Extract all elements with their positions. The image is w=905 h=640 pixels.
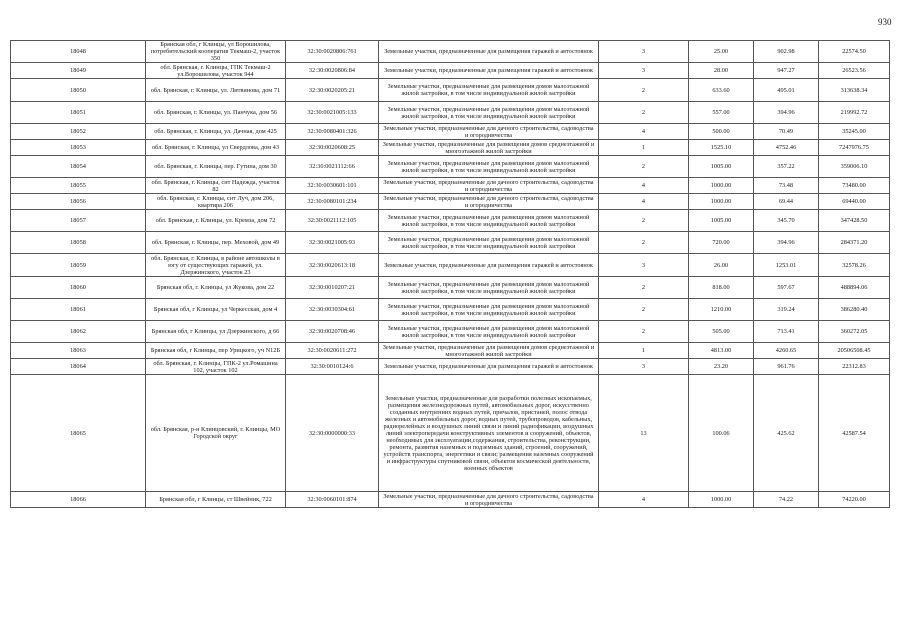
table-row bbox=[11, 140, 890, 156]
row-cadastral-number: 32:30:0020613:18 bbox=[286, 254, 379, 277]
row-specific-value: 73.48 bbox=[754, 178, 819, 194]
row-land-purpose: Земельные участки, предназначенные для размещения домов малоэтажной жилой застройки, в том числе индивидуальной жилой застройки bbox=[379, 79, 599, 102]
row-area: 1000.00 bbox=[689, 492, 754, 508]
row-group-code: 3 bbox=[599, 359, 689, 375]
table-row bbox=[11, 41, 890, 63]
row-area: 720.00 bbox=[689, 232, 754, 254]
row-group-code: 2 bbox=[599, 232, 689, 254]
row-address: обл. Брянская, г. Клинцы, пер. Гутина, дом 30 bbox=[146, 156, 286, 178]
row-group-code: 3 bbox=[599, 254, 689, 277]
row-area: 1210.00 bbox=[689, 299, 754, 321]
table-row bbox=[11, 321, 890, 343]
row-address: Брянская обл, г Клинцы, пер Урицкого, уч N12Б bbox=[146, 343, 286, 359]
row-cadastral-value: 20506508.45 bbox=[819, 343, 890, 359]
row-cadastral-number: 32:30:0020708:46 bbox=[286, 321, 379, 343]
row-cadastral-number: 32:30:0020611:272 bbox=[286, 343, 379, 359]
row-cadastral-number: 32:30:0021112:66 bbox=[286, 156, 379, 178]
row-land-purpose: Земельные участки, предназначенные для размещения гаражей и автостоянок bbox=[379, 63, 599, 79]
row-address: обл. Брянская, г. Клинцы, снт Надежда, участок 82 bbox=[146, 178, 286, 194]
row-group-code: 2 bbox=[599, 79, 689, 102]
row-land-purpose: Земельные участки, предназначенные для дачного строительства, садоводства и огородничества bbox=[379, 178, 599, 194]
row-land-purpose: Земельные участки, предназначенные для дачного строительства, садоводства и огородничества bbox=[379, 124, 599, 140]
row-cadastral-value: 347428.50 bbox=[819, 210, 890, 232]
row-area: 25.00 bbox=[689, 41, 754, 63]
table-row bbox=[11, 178, 890, 194]
row-land-purpose: Земельные участки, предназначенные для дачного строительства, садоводства и огородничества bbox=[379, 194, 599, 210]
row-specific-value: 357.22 bbox=[754, 156, 819, 178]
row-cadastral-value: 313638.34 bbox=[819, 79, 890, 102]
row-id: 18054 bbox=[11, 156, 146, 178]
row-cadastral-value: 73480.00 bbox=[819, 178, 890, 194]
row-address: обл. Брянская, г. Клинцы, ГПК Текмаш-2 ул.Ворошилова, участок 944 bbox=[146, 63, 286, 79]
row-specific-value: 597.67 bbox=[754, 277, 819, 299]
row-id: 18066 bbox=[11, 492, 146, 508]
row-id: 18057 bbox=[11, 210, 146, 232]
row-area: 500.00 bbox=[689, 124, 754, 140]
row-cadastral-number: 32:30:0020806:761 bbox=[286, 41, 379, 63]
row-specific-value: 4752.46 bbox=[754, 140, 819, 156]
row-land-purpose: Земельные участки, предназначенные для размещения домов среднеэтажной и многоэтажной жилой застройки bbox=[379, 343, 599, 359]
row-specific-value: 1253.01 bbox=[754, 254, 819, 277]
row-id: 18064 bbox=[11, 359, 146, 375]
row-cadastral-value: 360272.05 bbox=[819, 321, 890, 343]
row-id: 18049 bbox=[11, 63, 146, 79]
row-group-code: 1 bbox=[599, 343, 689, 359]
row-area: 1000.00 bbox=[689, 178, 754, 194]
row-id: 18051 bbox=[11, 102, 146, 124]
row-area: 28.00 bbox=[689, 63, 754, 79]
row-group-code: 2 bbox=[599, 277, 689, 299]
row-cadastral-value: 74220.00 bbox=[819, 492, 890, 508]
row-cadastral-value: 7247976.75 bbox=[819, 140, 890, 156]
row-group-code: 4 bbox=[599, 124, 689, 140]
table-row bbox=[11, 156, 890, 178]
row-group-code: 3 bbox=[599, 41, 689, 63]
row-cadastral-number: 32:30:0080401:326 bbox=[286, 124, 379, 140]
row-specific-value: 319.24 bbox=[754, 299, 819, 321]
row-address: Брянская обл, г Клинцы, ст Швейник, 722 bbox=[146, 492, 286, 508]
row-address: обл. Брянская, р-н Клинцовский, г. Клинцы, МО Городской округ bbox=[146, 375, 286, 492]
row-cadastral-value: 35245.00 bbox=[819, 124, 890, 140]
row-cadastral-number: 32:30:0030304:61 bbox=[286, 299, 379, 321]
table-row bbox=[11, 194, 890, 210]
row-address: Брянская обл, г Клинцы, ул Дзержинского, д 66 bbox=[146, 321, 286, 343]
row-group-code: 2 bbox=[599, 156, 689, 178]
row-area: 557.00 bbox=[689, 102, 754, 124]
row-group-code: 13 bbox=[599, 375, 689, 492]
row-specific-value: 74.22 bbox=[754, 492, 819, 508]
row-land-purpose: Земельные участки, предназначенные для размещения домов малоэтажной жилой застройки, в том числе индивидуальной жилой застройки bbox=[379, 321, 599, 343]
row-cadastral-value: 284371.20 bbox=[819, 232, 890, 254]
row-cadastral-value: 42587.54 bbox=[819, 375, 890, 492]
row-cadastral-number: 32:30:0010207:21 bbox=[286, 277, 379, 299]
row-address: обл. Брянская, г. Клинцы, ул. Дачная, дом 425 bbox=[146, 124, 286, 140]
row-cadastral-number: 32:30:0000000:33 bbox=[286, 375, 379, 492]
row-address: обл. Брянская, г. Клинцы, пер. Меховой, дом 49 bbox=[146, 232, 286, 254]
row-address: обл. Брянская, г. Клинцы, ул. Литвинова, дом 71 bbox=[146, 79, 286, 102]
row-cadastral-value: 488894.06 bbox=[819, 277, 890, 299]
row-land-purpose: Земельные участки, предназначенные для размещения домов малоэтажной жилой застройки, в том числе индивидуальной жилой застройки bbox=[379, 277, 599, 299]
land-registry-table bbox=[10, 40, 890, 508]
row-land-purpose: Земельные участки, предназначенные для размещения гаражей и автостоянок bbox=[379, 41, 599, 63]
row-area: 1005.00 bbox=[689, 210, 754, 232]
row-cadastral-number: 32:30:0010124:6 bbox=[286, 359, 379, 375]
row-cadastral-value: 386280.40 bbox=[819, 299, 890, 321]
row-cadastral-value: 22574.50 bbox=[819, 41, 890, 63]
row-area: 633.60 bbox=[689, 79, 754, 102]
table-row bbox=[11, 124, 890, 140]
table-row bbox=[11, 277, 890, 299]
row-id: 18055 bbox=[11, 178, 146, 194]
row-cadastral-value: 359006.10 bbox=[819, 156, 890, 178]
row-land-purpose: Земельные участки, предназначенные для размещения домов малоэтажной жилой застройки, в том числе индивидуальной жилой застройки bbox=[379, 210, 599, 232]
row-land-purpose: Земельные участки, предназначенные для размещения гаражей и автостоянок bbox=[379, 359, 599, 375]
row-group-code: 3 bbox=[599, 63, 689, 79]
row-specific-value: 70.49 bbox=[754, 124, 819, 140]
row-specific-value: 947.27 bbox=[754, 63, 819, 79]
table-row bbox=[11, 102, 890, 124]
row-cadastral-value: 26523.56 bbox=[819, 63, 890, 79]
table-row bbox=[11, 359, 890, 375]
row-id: 18059 bbox=[11, 254, 146, 277]
row-cadastral-number: 32:30:0020608:25 bbox=[286, 140, 379, 156]
row-cadastral-number: 32:30:0020205:21 bbox=[286, 79, 379, 102]
row-group-code: 4 bbox=[599, 194, 689, 210]
row-area: 1000.00 bbox=[689, 194, 754, 210]
row-cadastral-value: 22312.83 bbox=[819, 359, 890, 375]
table-row bbox=[11, 492, 890, 508]
row-area: 4813.00 bbox=[689, 343, 754, 359]
row-land-purpose: Земельные участки, предназначенные для размещения гаражей и автостоянок bbox=[379, 254, 599, 277]
row-group-code: 1 bbox=[599, 140, 689, 156]
row-specific-value: 345.70 bbox=[754, 210, 819, 232]
row-address: Брянская обл, г Клинцы, ул Черкесская, дом 4 bbox=[146, 299, 286, 321]
page-number: 930 bbox=[878, 17, 892, 27]
row-area: 1005.00 bbox=[689, 156, 754, 178]
row-id: 18050 bbox=[11, 79, 146, 102]
row-area: 1525.10 bbox=[689, 140, 754, 156]
row-specific-value: 394.96 bbox=[754, 232, 819, 254]
table-row bbox=[11, 63, 890, 79]
row-cadastral-number: 32:30:0060101:874 bbox=[286, 492, 379, 508]
row-specific-value: 961.76 bbox=[754, 359, 819, 375]
row-specific-value: 902.98 bbox=[754, 41, 819, 63]
row-group-code: 4 bbox=[599, 492, 689, 508]
row-area: 100.06 bbox=[689, 375, 754, 492]
row-specific-value: 4260.65 bbox=[754, 343, 819, 359]
row-area: 505.00 bbox=[689, 321, 754, 343]
row-cadastral-number: 32:30:0021005:133 bbox=[286, 102, 379, 124]
row-specific-value: 713.41 bbox=[754, 321, 819, 343]
row-group-code: 2 bbox=[599, 210, 689, 232]
row-address: обл. Брянская, г. Клинцы, ул Свердлова, дом 43 bbox=[146, 140, 286, 156]
table-row bbox=[11, 79, 890, 102]
row-id: 18060 bbox=[11, 277, 146, 299]
table-row bbox=[11, 210, 890, 232]
row-id: 18053 bbox=[11, 140, 146, 156]
row-land-purpose: Земельные участки, предназначенные для размещения домов малоэтажной жилой застройки, в том числе индивидуальной жилой застройки bbox=[379, 232, 599, 254]
row-group-code: 2 bbox=[599, 321, 689, 343]
row-land-purpose: Земельные участки, предназначенные для разработки полезных ископаемых, размещения железнодорожных путей, автомобильных дорог, искусственно созданных внутренних водных путей, причалов, пристаней, полос отвода железных и автомобильных дорог, водных путей, трубопроводов, кабельных, радиорелейных и воздушных линий связи и линий радиофикации, воздушных линий электропередачи конструктивных элементов и сооружений, объектов, необходимых для эксплуатации,содержания, строительства, реконструкции, ремонта, развития наземных и подземных зданий, строений, сооружений, устройств транспорта, энергетики и связи; размещения наземных сооружений и инфраструктуры спутниковой связи, объектов космической деятельности, военных объектов bbox=[379, 375, 599, 492]
row-group-code: 2 bbox=[599, 299, 689, 321]
row-cadastral-value: 32578.26 bbox=[819, 254, 890, 277]
row-cadastral-number: 32:30:0030601:101 bbox=[286, 178, 379, 194]
row-address: Брянская обл, г Клинцы, ул Ворошилова, потребительский кооператив Текмаш-2, участок 350 bbox=[146, 41, 286, 63]
row-cadastral-number: 32:30:0020806:84 bbox=[286, 63, 379, 79]
row-land-purpose: Земельные участки, предназначенные для размещения домов малоэтажной жилой застройки, в том числе индивидуальной жилой застройки bbox=[379, 102, 599, 124]
row-cadastral-number: 32:30:0021005:93 bbox=[286, 232, 379, 254]
row-land-purpose: Земельные участки, предназначенные для размещения домов среднеэтажной и многоэтажной жилой застройки bbox=[379, 140, 599, 156]
row-address: обл. Брянская, г. Клинцы, ул. Панчука, дом 56 bbox=[146, 102, 286, 124]
row-land-purpose: Земельные участки, предназначенные для дачного строительства, садоводства и огородничества bbox=[379, 492, 599, 508]
row-area: 23.20 bbox=[689, 359, 754, 375]
row-address: обл. Брянская, г. Клинцы, ул. Кремза, дом 72 bbox=[146, 210, 286, 232]
row-cadastral-value: 219992.72 bbox=[819, 102, 890, 124]
row-address: Брянская обл, г. Клинцы, ул Жукова, дом 22 bbox=[146, 277, 286, 299]
row-specific-value: 495.01 bbox=[754, 79, 819, 102]
table-row bbox=[11, 375, 890, 492]
row-specific-value: 394.96 bbox=[754, 102, 819, 124]
row-area: 818.00 bbox=[689, 277, 754, 299]
row-address: обл. Брянская, г. Клинцы, снт Луч, дом 206, квартира 206 bbox=[146, 194, 286, 210]
row-cadastral-value: 69440.00 bbox=[819, 194, 890, 210]
table-row bbox=[11, 343, 890, 359]
table-row bbox=[11, 299, 890, 321]
row-area: 26.00 bbox=[689, 254, 754, 277]
row-group-code: 4 bbox=[599, 178, 689, 194]
row-land-purpose: Земельные участки, предназначенные для размещения домов малоэтажной жилой застройки, в том числе индивидуальной жилой застройки bbox=[379, 299, 599, 321]
row-specific-value: 425.62 bbox=[754, 375, 819, 492]
row-id: 18058 bbox=[11, 232, 146, 254]
table-row bbox=[11, 254, 890, 277]
row-id: 18056 bbox=[11, 194, 146, 210]
row-id: 18063 bbox=[11, 343, 146, 359]
row-address: обл. Брянская, г. Клинцы, ГПК-2 ул.Ромашина 102, участок 102 bbox=[146, 359, 286, 375]
row-address: обл. Брянская, г. Клинцы, в районе автошколы в югу от существующих гаражей, ул. Дзержинского, участок 23 bbox=[146, 254, 286, 277]
row-land-purpose: Земельные участки, предназначенные для размещения домов малоэтажной жилой застройки, в том числе индивидуальной жилой застройки bbox=[379, 156, 599, 178]
row-id: 18052 bbox=[11, 124, 146, 140]
row-cadastral-number: 32:30:0021112:105 bbox=[286, 210, 379, 232]
row-id: 18061 bbox=[11, 299, 146, 321]
row-id: 18062 bbox=[11, 321, 146, 343]
row-cadastral-number: 32:30:0080101:234 bbox=[286, 194, 379, 210]
row-group-code: 2 bbox=[599, 102, 689, 124]
row-id: 18065 bbox=[11, 375, 146, 492]
row-id: 18048 bbox=[11, 41, 146, 63]
row-specific-value: 69.44 bbox=[754, 194, 819, 210]
table-row bbox=[11, 232, 890, 254]
